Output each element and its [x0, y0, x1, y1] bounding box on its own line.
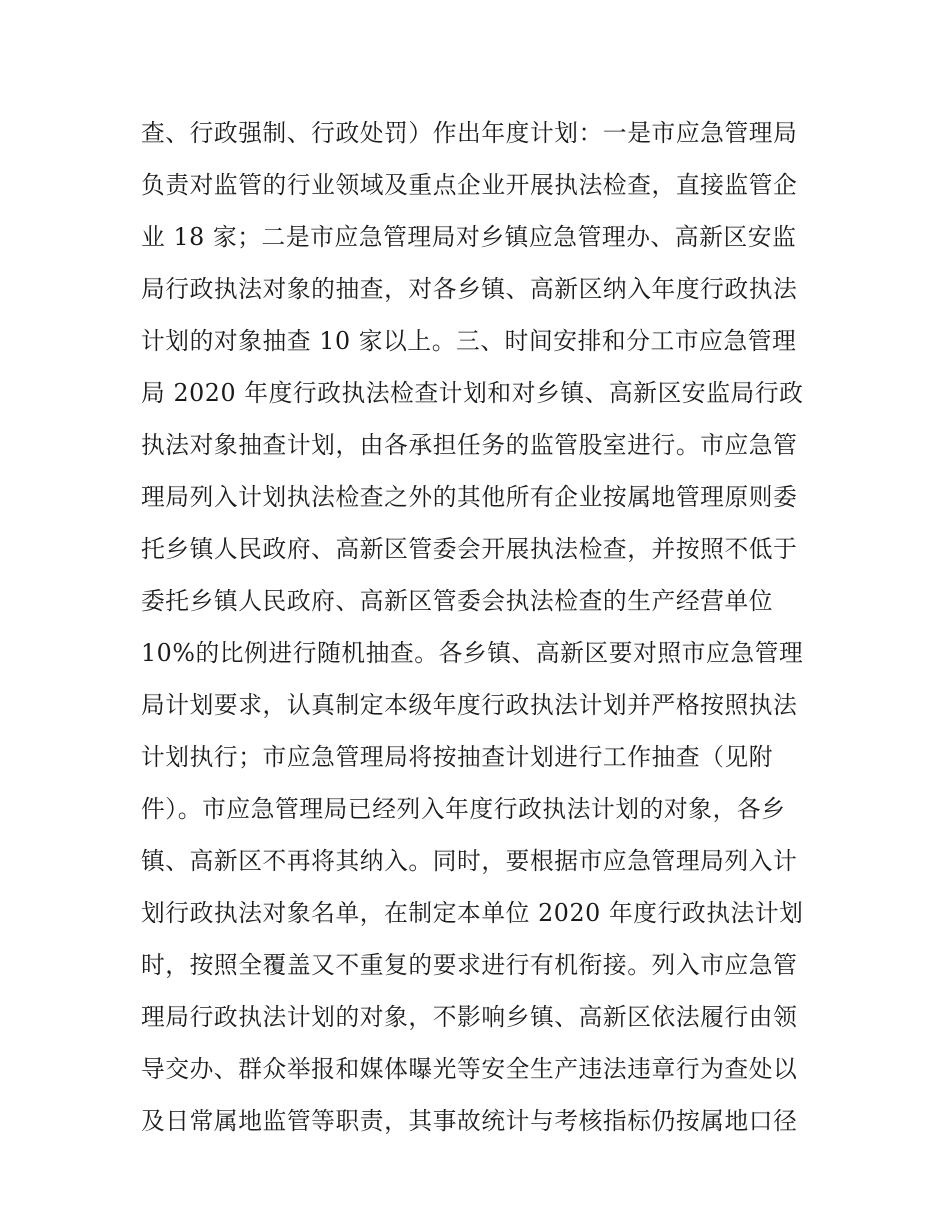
text-line: 委托乡镇人民政府、高新区管委会执法检查的生产经营单位 [141, 587, 774, 615]
text-line: 业 18 家；二是市应急管理局对乡镇应急管理办、高新区安监 [141, 223, 797, 251]
text-line: 件）。市应急管理局已经列入年度行政执法计划的对象，各乡 [141, 795, 786, 823]
text-line: 查、行政强制、行政处罚）作出年度计划：一是市应急管理局 [141, 119, 798, 147]
text-line: 托乡镇人民政府、高新区管委会开展执法检查，并按照不低于 [141, 535, 798, 563]
text-line: 局 2020 年度行政执法检查计划和对乡镇、高新区安监局行政 [141, 379, 804, 407]
body-text [141, 107, 821, 1147]
text-line: 计划执行；市应急管理局将按抽查计划进行工作抽查（见附 [141, 743, 774, 771]
text-line: 计划的对象抽查 10 家以上。三、时间安排和分工市应急管理 [141, 327, 797, 355]
text-line: 执法对象抽查计划，由各承担任务的监管股室进行。市应急管 [141, 431, 798, 459]
text-line: 局计划要求，认真制定本级年度行政执法计划并严格按照执法 [141, 691, 798, 719]
text-line: 10%的比例进行随机抽查。各乡镇、高新区要对照市应急管理 [141, 639, 804, 667]
text-line: 导交办、群众举报和媒体曝光等安全生产违法违章行为查处以 [141, 1055, 798, 1083]
text-line: 镇、高新区不再将其纳入。同时，要根据市应急管理局列入计 [141, 847, 798, 875]
text-line: 划行政执法对象名单，在制定本单位 2020 年度行政执法计划 [141, 899, 804, 927]
text-line: 及日常属地监管等职责，其事故统计与考核指标仍按属地口径 [141, 1107, 798, 1135]
text-line: 局行政执法对象的抽查，对各乡镇、高新区纳入年度行政执法 [141, 275, 798, 303]
text-line: 时，按照全覆盖又不重复的要求进行有机衔接。列入市应急管 [141, 951, 798, 979]
text-line: 负责对监管的行业领域及重点企业开展执法检查，直接监管企 [141, 171, 798, 199]
text-line: 理局列入计划执法检查之外的其他所有企业按属地管理原则委 [141, 483, 798, 511]
text-line: 理局行政执法计划的对象，不影响乡镇、高新区依法履行由领 [141, 1003, 798, 1031]
